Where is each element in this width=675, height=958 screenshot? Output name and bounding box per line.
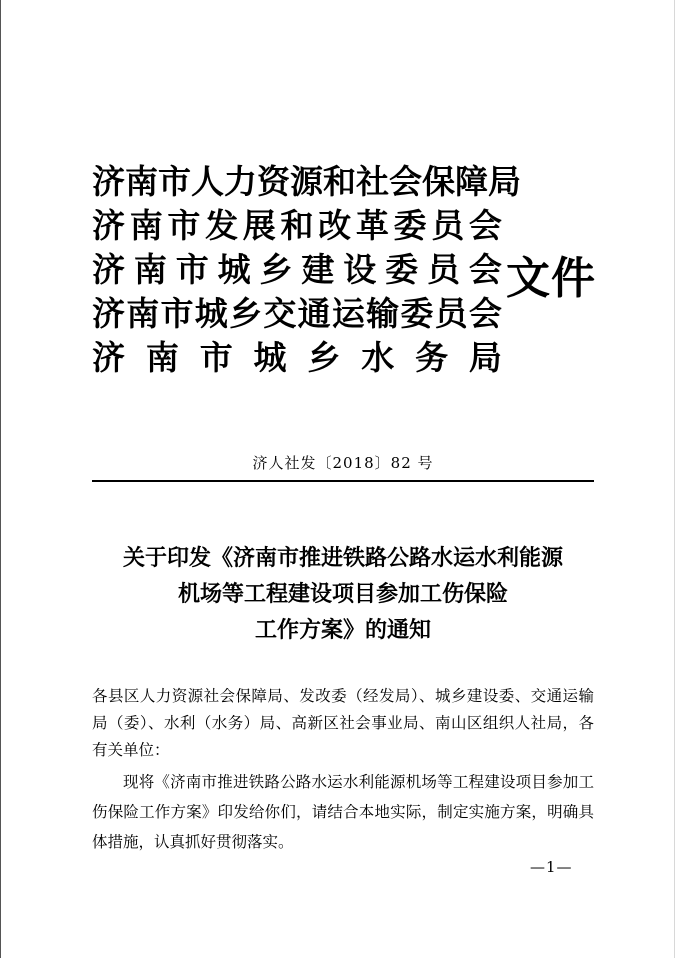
issuer-char: 务	[415, 338, 449, 377]
issuer-char: 运	[331, 294, 365, 333]
issuer-char: 保	[422, 162, 455, 201]
issuer-char: 南	[125, 162, 158, 201]
issuer-char: 委	[385, 250, 419, 289]
title-line: 工作方案》的通知	[254, 617, 431, 643]
issuer-char: 城	[194, 294, 228, 333]
issuer-char: 和	[323, 162, 356, 201]
issuer-char: 员	[427, 250, 460, 289]
page-number: —1—	[530, 858, 573, 876]
issuer-char: 员	[431, 206, 465, 245]
issuer-char: 济	[92, 294, 125, 333]
issuer-char: 力	[224, 162, 257, 201]
issuer-char: 南	[126, 294, 160, 333]
issuer-char: 市	[160, 294, 194, 333]
issuer-char: 发	[205, 206, 239, 245]
issuer-char: 社	[356, 162, 389, 201]
salutation: 各县区人力资源社会保障局、发改委（经发局）、城乡建设委、交通运输局（委）、水利（水务）局、高新区社会事业局、南山区组织人社局，各有关单位：	[92, 687, 594, 759]
issuer-char: 改	[318, 206, 352, 245]
issuer-char: 局	[468, 338, 502, 377]
issuer-line	[92, 204, 502, 248]
issuer-char: 通	[297, 294, 331, 333]
issuer-line	[92, 292, 502, 336]
issuer-char: 城	[217, 250, 251, 289]
issuer-line	[92, 160, 521, 204]
issuer-char: 源	[290, 162, 323, 201]
title-line: 关于印发《济南市推进铁路公路水运水利能源	[122, 545, 563, 571]
issuer-char: 会	[468, 294, 502, 333]
issuer-char: 水	[361, 338, 395, 377]
page-edge-left	[0, 0, 1, 958]
issuer-char: 济	[92, 250, 125, 289]
issuer-block	[92, 160, 521, 380]
issuer-char: 市	[199, 338, 233, 377]
issuer-char: 委	[393, 206, 427, 245]
issuer-char: 南	[133, 250, 167, 289]
issuer-char: 资	[257, 162, 290, 201]
issuer-char: 乡	[307, 338, 341, 377]
issuer-char: 和	[280, 206, 314, 245]
issuer-char: 人	[191, 162, 224, 201]
issuer-char: 乡	[259, 250, 293, 289]
issuer-char: 障	[455, 162, 488, 201]
issuer-char: 乡	[229, 294, 263, 333]
issuer-char: 委	[400, 294, 434, 333]
document-number: 济人社发〔2018〕82 号	[252, 454, 434, 472]
issuer-char: 南	[129, 206, 163, 245]
separator-rule	[92, 480, 594, 482]
issuer-char: 南	[145, 338, 179, 377]
body-paragraph: 现将《济南市推进铁路公路水运水利能源机场等工程建设项目参加工伤保险工作方案》印发给你们，请结合本地实际，制定实施方案，明确具体措施，认真抓好贯彻落实。	[92, 773, 594, 851]
issuer-char: 会	[468, 206, 502, 245]
issuer-char: 市	[158, 162, 191, 201]
issuer-char: 局	[488, 162, 521, 201]
issuer-char: 交	[263, 294, 297, 333]
issuer-char: 市	[175, 250, 209, 289]
issuer-char: 会	[389, 162, 422, 201]
issuer-char: 输	[366, 294, 400, 333]
issuer-char: 济	[92, 162, 125, 201]
issuer-char: 员	[434, 294, 468, 333]
document-title	[92, 540, 594, 648]
issuer-char: 展	[242, 206, 276, 245]
issuer-char: 济	[92, 206, 125, 245]
issuer-char: 市	[167, 206, 201, 245]
issuer-line	[92, 336, 502, 380]
issuer-char: 设	[343, 250, 377, 289]
title-line: 机场等工程建设项目参加工伤保险	[177, 581, 508, 607]
issuer-char: 会	[468, 250, 502, 289]
issuer-char: 济	[92, 338, 125, 377]
issuer-char: 建	[301, 250, 335, 289]
file-label: 文件	[506, 253, 596, 304]
issuer-char: 革	[355, 206, 389, 245]
issuer-line	[92, 248, 502, 292]
issuer-char: 城	[253, 338, 287, 377]
